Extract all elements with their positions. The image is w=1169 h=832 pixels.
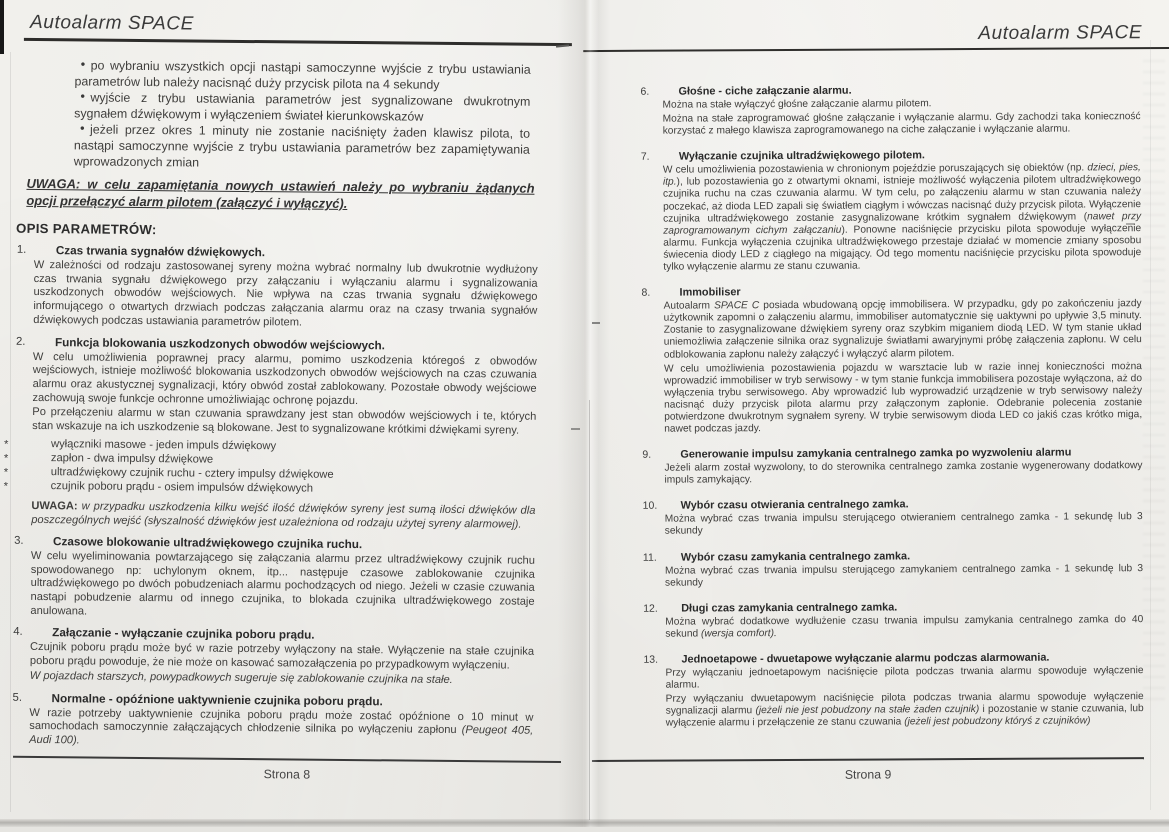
param-item-10 — [642, 497, 1143, 538]
item-number: 7. — [640, 151, 650, 164]
item-paragraph: Można na stałe wyłączyć głośne załączanie alarmu pilotem. — [662, 98, 932, 111]
page-header-title: Autoalarm SPACE — [978, 22, 1143, 44]
warning-note: UWAGA: w celu zapamiętania nowych ustawień należy po wybraniu żądanych opcji przełączyć alarm pilotem (załączyć i wyłączyć). — [26, 175, 535, 211]
page-footer — [13, 756, 561, 784]
item-title: Jednoetapowe - dwuetapowe wyłączanie alarmu podczas alarmowania. — [681, 651, 1050, 666]
param-item-13 — [643, 651, 1144, 730]
page-number: Strona 8 — [263, 767, 311, 782]
item-paragraph: W celu umożliwienia poprawnej pracy alarmu, pomimo uszkodzenia któregoś z obwodów wejściowych, istnieje możliwość blokowania uszkodzonych obwodów wejściowych na czas czuwania alarmu oraz akustycznej sygnalizacji, który obwód został zablokowany. Pozostałe obwody wejściowe zachowują swoje funkcje ochronne umożliwiając ochronę pojazdu. — [32, 350, 537, 407]
scan-smudge — [1143, 60, 1165, 700]
param-item-1 — [16, 243, 538, 332]
item-title: Funkcja blokowania uszkodzonych obwodów wejściowych. — [54, 335, 385, 352]
item-number: 6. — [640, 85, 650, 98]
bullet-list — [74, 57, 531, 173]
scan-artifact — [571, 428, 580, 430]
item-number: 8. — [641, 286, 651, 299]
item-paragraph: Przy wyłączaniu jednoetapowym naciśnięcie pilota podczas trwania alarmu spowoduje wyłączenie alarmu. — [665, 665, 1144, 691]
page-right-content — [583, 0, 1169, 830]
param-item-4 — [13, 626, 535, 688]
param-item-8 — [641, 284, 1143, 436]
asterisk-item: * wyłączniki masowe - jeden impuls dźwiękowy — [32, 437, 536, 456]
item-paragraph: W pojazdach starszych, powypadkowych sugeruje się zablokowanie czujnika na stałe. — [29, 669, 453, 686]
item-paragraph: Autoalarm SPACE C posiada wbudowaną opcję immobilisera. W przypadku, gdy po zakończeniu jazdy użytkownik zapomni o załączeniu alarmu, immobiliser automatycznie się uaktywni po upływie 3,5 minuty. Zostanie to zasygnalizowane dźwiękiem syreny oraz szybkim miganiem diodą LED. W tym stanie układ uniemożliwia załączenie silnika oraz sygnalizuje światłami awaryjnymi próbę załączenia zapłonu. W celu odblokowania zapłonu należy załączyć i wyłączyć alarm pilotem. — [663, 298, 1142, 361]
param-item-12 — [643, 600, 1144, 641]
bullet-text: wyjście z trybu ustawiania parametrów jest sygnalizowane dwukrotnym sygnałem dźwiękowym i wyłączeniem świateł kierunkowskazów — [74, 90, 531, 124]
item-number: 3. — [14, 534, 24, 547]
item-number: 9. — [642, 448, 652, 461]
param-item-5 — [12, 691, 534, 753]
item-number: 2. — [15, 335, 26, 348]
item-title: Wybór czasu zamykania centralnego zamka. — [680, 549, 911, 564]
page-header-title: Autoalarm SPACE — [29, 11, 195, 35]
param-item-2 — [15, 335, 537, 498]
item-number: 13. — [643, 653, 659, 666]
asterisk-item: * czujnik poboru prądu - osiem impulsów dźwiękowych — [32, 479, 536, 498]
scan-artifact — [1126, 223, 1135, 225]
item-title: Normalne - opóźnione uaktywnienie czujnika poboru prądu. — [51, 691, 383, 708]
item-title: Czasowe blokowanie ultradźwiękowego czujnika ruchu. — [53, 535, 363, 552]
param-item-6 — [640, 83, 1141, 138]
item-number: 11. — [642, 551, 657, 564]
item-number: 12. — [643, 602, 658, 615]
item-title: Immobiliser — [679, 286, 741, 299]
bullet-text: jeżeli przez okres 1 minuty nie zostanie naciśnięty żaden klawisz pilota, to nastąpi samoczynne wyjście z trybu ustawiania parametrów bez zapamiętywania wprowadzonych zmian — [73, 122, 531, 170]
header-rule — [583, 47, 1169, 52]
asterisk-item: * zapłon - dwa impulsy dźwiękowe — [32, 451, 536, 470]
page-left-content — [0, 0, 583, 832]
param-item-9 — [642, 446, 1143, 487]
scan-artifact — [0, 0, 4, 54]
item-paragraph: W celu wyeliminowania powtarzającego się załączania alarmu przez ultradźwiękowy czujnik ruchu spowodowanego np: uchylonym oknem, itp... następuje czasowe zablokowanie czujnika ultradźwiękowego po dwóch pobudzeniach alarmu pochodzących od niego. Jeżeli w czasie czuwania nastąpi pobudzenie alarmu od innego czujnika, to blokada czujnika ultradźwiękowego zostaje anulowana. — [30, 549, 535, 618]
item-paragraph: W razie potrzeby uaktywnienie czujnika poboru prądu może zostać opóźnione o 10 minut w samochodach samoczynnie załączających chłodzenie silnika po wyłączeniu zapłonu (Peugeot 405, Audi 100). — [29, 706, 534, 747]
item-title: Wybór czasu otwierania centralnego zamka. — [680, 498, 909, 512]
page-right — [583, 0, 1169, 827]
item-title: Czas trwania sygnałów dźwiękowych. — [55, 244, 266, 260]
scan-artifact — [10, 52, 11, 812]
item-title: Wyłączanie czujnika ultradźwiękowego pilotem. — [678, 149, 925, 163]
asterisk-item: * ultradźwiękowy czujnik ruchu - cztery impulsy dźwiękowe — [32, 465, 536, 484]
item-number: 5. — [12, 691, 23, 704]
scan-artifact — [592, 322, 600, 324]
item-title: Głośne - ciche załączanie alarmu. — [678, 84, 852, 98]
section-heading: OPIS PARAMETRÓW: — [16, 220, 157, 238]
item-paragraph: Można wybrać czas trwania impulsu sterującego zamykaniem centralnego zamka - 1 sekundę lub 3 sekundy — [664, 562, 1144, 589]
warning-note-secondary: UWAGA: w przypadku uszkodzenia kilku wejść ilość dźwięków syreny jest sumą ilości dźwięków dla poszczególnych wejść (słyszalność dźwięków jest uzależniona od rodzaju użytej syreny alarmowej). — [31, 499, 536, 531]
item-paragraph: Można na stałe zaprogramować głośne załączanie i wyłączanie alarmu. Gdy zachodzi taka konieczność korzystać z małego klawisza zaprogramowanego na ciche załączanie i wyłączanie alarmu. — [662, 111, 1141, 137]
item-paragraph: Można wybrać czas trwania impulsu sterującego otwieraniem centralnego zamka - 1 sekundę lub 3 sekundy — [664, 511, 1143, 538]
item-paragraph: Po przełączeniu alarmu w stan czuwania sprawdzany jest stan obwodów wejściowych i te, których stan wskazuje na ich uszkodzenie są blokowane. Jest to sygnalizowane krótkimi dźwiękami syreny. — [32, 406, 537, 437]
param-items — [640, 83, 1144, 730]
item-title: Generowanie impulsu zamykania centralnego zamka po wyzwoleniu alarmu — [680, 446, 1072, 461]
item-paragraph: Można wybrać dodatkowe wydłużenie czasu trwania impulsu zamykania centralnego zamka do 40 sekund (wersja comfort). — [665, 613, 1144, 640]
param-item-3 — [14, 534, 535, 623]
item-number: 1. — [16, 243, 27, 256]
item-paragraph: W celu umożliwienia pozostawienia pojazdu w warsztacie lub w razie innej konieczności można wprowadzić immobiliser w tryb serwisowy - w tym stanie funkcja immobilisera pozostaje wyłączona, aż do wyłączenia trybu serwisowego. Aby wprowadzić lub wyprowadzić urządzenie w tryb serwisowy należy nacisnąć duży przycisk pilota alarmu przy załączonym zapłonie. Odebranie polecenia zostanie potwierdzone dwukrotnym sygnałem syreny. W trybie serwisowym dioda LED co jakiś czas krótko miga, nawet podczas jazdy. — [663, 360, 1143, 435]
page-number: Strona 9 — [844, 767, 892, 782]
page-left — [0, 0, 583, 827]
bullet-item — [74, 89, 530, 125]
bullet-item — [74, 121, 530, 173]
param-item-7 — [640, 148, 1142, 273]
item-paragraph: Jeżeli alarm został wyzwolony, to do sterownika centralnego zamka zostanie wygenerowany dodatkowy impuls zamykający. — [664, 460, 1143, 486]
bullet-text: po wybraniu wszystkich opcji nastąpi samoczynne wyjście z trybu ustawiania parametrów lub należy nacisnąć duży przycisk pilota na 4 sekundy — [74, 58, 531, 92]
item-paragraph: W zależności od rodzaju zastosowanej syreny można wybrać normalny lub dwukrotnie wydłużony czas trwania sygnału dźwiękowego przy załączaniu i wyłączaniu alarmu i sygnalizowania uszkodzonych obwodów wejściowych. Nie wpływa na czas trwania sygnału dźwiękowego informującego o otwartych drzwiach podczas załączania alarmu oraz na czasy trwania sygnałów dźwiękowych podczas ustawiania parametrów pilotem. — [33, 258, 538, 329]
item-title: Załączanie - wyłączanie czujnika poboru prądu. — [52, 626, 315, 643]
item-title: Długi czas zamykania centralnego zamka. — [681, 601, 898, 615]
header-rule — [24, 38, 572, 46]
asterisk-list — [32, 437, 537, 499]
item-paragraph: W celu umożliwienia pozostawienia w chronionym pojeździe poruszających się obiektów (np. dzieci, pies, itp.), lub pozostawienia go z otwartymi oknami, istnieje możliwość wyłączenia pilotem ultradźwiękowego czujnika ruchu na czas czuwania alarmu. W tym celu, po załączeniu alarmu w stan czuwania należy poczekać, aż dioda LED zapali się światłem ciągłym i wówczas nacisnąć duży przycisk pilota. Wyłączenie czujnika ultradźwiękowego zostanie zasygnalizowane krótkim sygnałem dźwiękowym (nawet przy zaprogramowanym cichym załączaniu). Ponowne naciśnięcie przycisku pilota spowoduje wyłączenie alarmu. Funkcja wyłączenia czujnika ultradźwiękowego przestaje działać w momencie zmiany sposobu świecenia diody LED z ciągłego na migający. Od tego momentu naciśnięcie przycisku pilota spowoduje tylko wyłączenie alarmu ze stanu czuwania. — [662, 162, 1142, 273]
item-number: 10. — [642, 500, 658, 513]
page-footer — [592, 757, 1144, 783]
param-item-11 — [642, 549, 1144, 590]
item-paragraph: Czujnik poboru prądu może być w razie potrzeby wyłączony na stałe. Wyłączenie na stałe czujnika poboru prądu powoduje, że nie może on kasować samozałączenia po przypadkowym wyłączeniu. — [29, 641, 535, 672]
bullet-item — [74, 57, 530, 93]
item-paragraph: Przy wyłączaniu dwuetapowym naciśnięcie pilota podczas trwania alarmu spowoduje wyłączenie sygnalizacji alarmu (jeżeli nie jest pobudzony na stałe żaden czujnik) i pozostanie w stanie czuwania, lub wyłączenie alarmu i przełączenie ze stanu czuwania (jeżeli jest pobudzony któryś z czujników) — [665, 691, 1144, 729]
center-fold-line — [589, 400, 590, 820]
item-number: 4. — [13, 626, 23, 639]
scan-bottom-edge — [0, 819, 1169, 827]
